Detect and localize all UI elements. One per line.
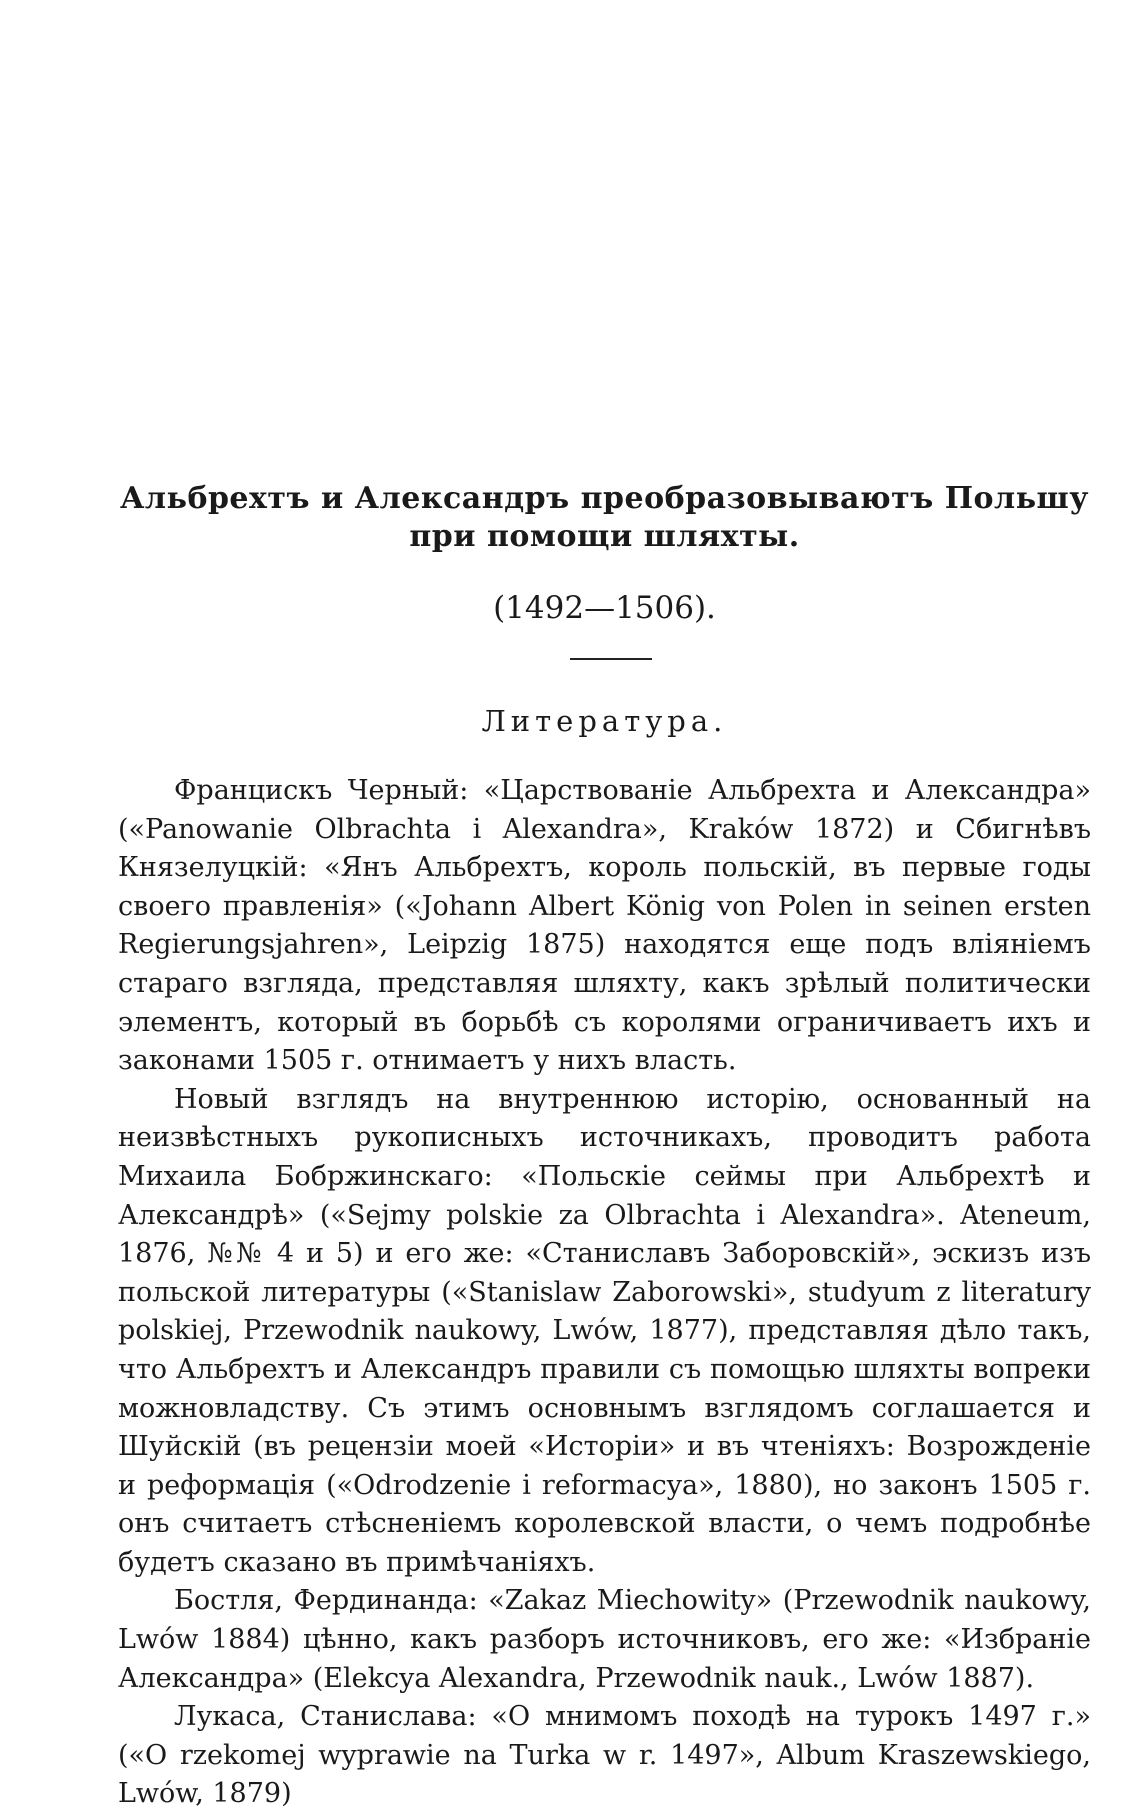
literature-paragraph: Новый взглядъ на внутреннюю исторію, основанный на неизвѣстныхъ рукописныхъ источникахъ, проводитъ работа Михаила Бобржинскаго: «Польскіе сеймы при Альбрехтѣ и Александрѣ» («Sejmy polskie za Olbrachta i Alexandra». Ateneum, 1876, №№ 4 и 5) и его же: «Станиславъ Заборовскій», эскизъ изъ польской литературы («Stanislaw Zaborowski», studyum z literatury polskiej, Przewodnik naukowy, Lwów, 1877), представляя дѣло такъ, что Альбрехтъ и Александръ правили съ помощью шляхты вопреки можновладству. Съ этимъ основнымъ взглядомъ соглашается и Шуйскій (въ рецензіи моей «Исторіи» и въ чтеніяхъ: Возрожденіе и реформація («Odrodzenie i reformacya», 1880), но законъ 1505 г. онъ считаетъ стѣсненіемъ королевской власти, о чемъ подробнѣе будетъ сказано въ примѣчаніяхъ.	[118, 1083, 1091, 1578]
literature-paragraph: Францискъ Черный: «Царствованіе Альбрехта и Александра» («Panowanie Olbrachta i Alexandra», Kraków 1872) и Сбигнѣвъ Князелуцкій: «Янъ Альбрехтъ, король польскій, въ первые годы своего правленія» («Johann Albert König von Polen in seinen ersten Regierungsjahren», Leipzig 1875) находятся еще подъ вліяніемъ стараго взгляда, представляя шляхту, какъ зрѣлый политически элементъ, который въ борьбѣ съ королями ограничиваетъ ихъ и законами 1505 г. отнимаетъ у нихъ власть.	[118, 775, 1091, 1077]
literature-body	[118, 772, 1091, 1814]
chapter-title: Альбрехтъ и Александръ преобразовываютъ Польшу при помощи шляхты.	[120, 481, 1089, 554]
divider-rule	[570, 658, 652, 660]
literature-heading: Литература.	[481, 704, 728, 738]
literature-paragraph: Лукаса, Станислава: «О мнимомъ походѣ на турокъ 1497 г.» («O rzekomej wyprawie na Turka w r. 1497», Album Kraszewskiego, Lwów, 1879)	[118, 1701, 1091, 1810]
literature-paragraph: Бостля, Фердинанда: «Zakaz Miechowity» (Przewodnik naukowy, Lwów 1884) цѣнно, какъ разборъ источниковъ, его же: «Избраніе Александра» (Elekcya Alexandra, Przewodnik nauk., Lwów 1887).	[118, 1585, 1091, 1694]
chapter-dates: (1492—1506).	[493, 590, 716, 626]
